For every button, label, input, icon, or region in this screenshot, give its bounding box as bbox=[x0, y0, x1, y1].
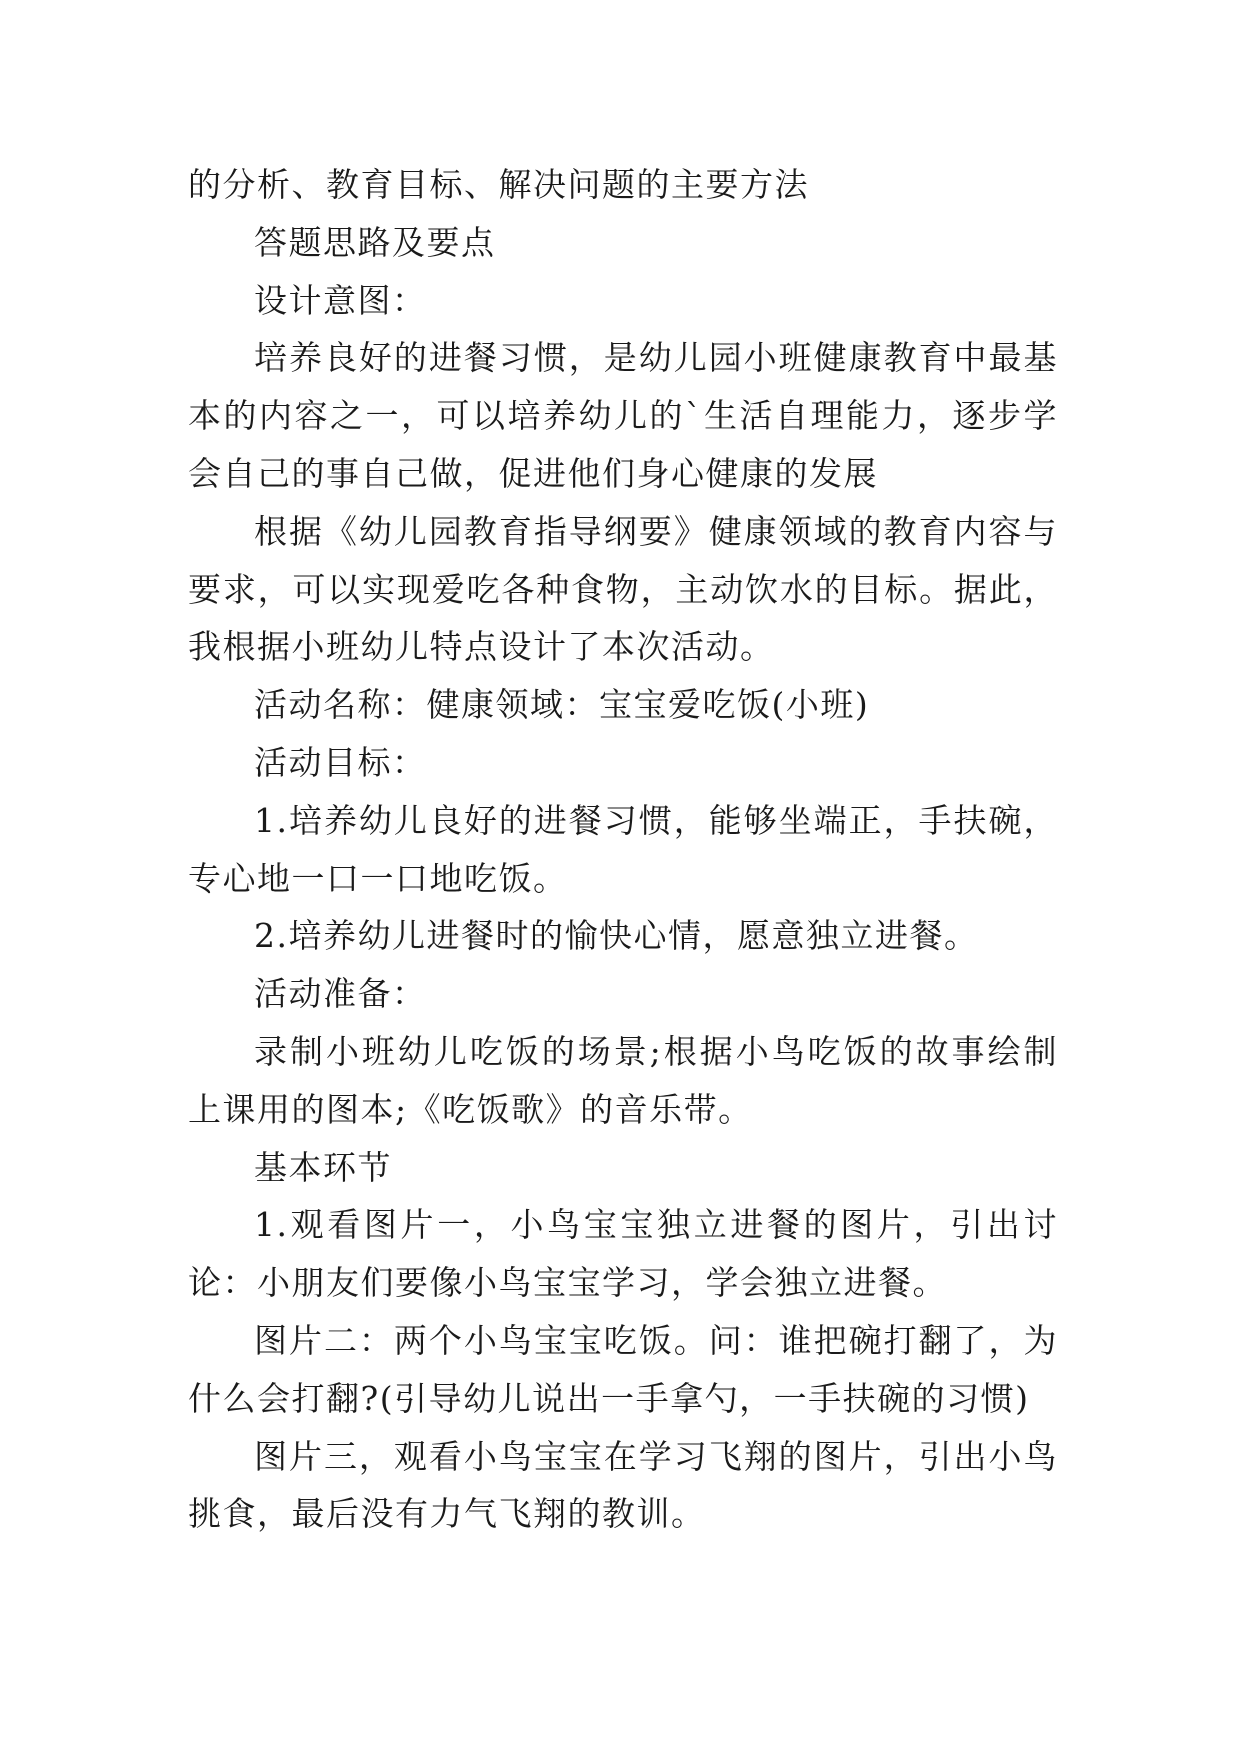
document-body bbox=[188, 156, 1058, 1543]
list-item-goal-1: 1.培养幼儿良好的进餐习惯，能够坐端正，手扶碗，专心地一口一口地吃饭。 bbox=[188, 800, 1058, 898]
heading-activity-preparation: 活动准备： bbox=[254, 974, 427, 1014]
paragraph-picture-3: 图片三，观看小鸟宝宝在学习飞翔的图片，引出小鸟挑食，最后没有力气飞翔的教训。 bbox=[188, 1436, 1058, 1534]
list-item-goal-2: 2.培养幼儿进餐时的愉快心情，愿意独立进餐。 bbox=[254, 916, 979, 956]
paragraph-continuation: 的分析、教育目标、解决问题的主要方法 bbox=[188, 165, 809, 204]
paragraph-picture-2: 图片二：两个小鸟宝宝吃饭。问：谁把碗打翻了，为什么会打翻?(引导幼儿说出一手拿勺，一手扶碗的习惯) bbox=[188, 1320, 1058, 1418]
paragraph-design-intent: 培养良好的进餐习惯，是幼儿园小班健康教育中最基本的内容之一，可以培养幼儿的`生活自理能力，逐步学会自己的事自己做，促进他们身心健康的发展 bbox=[188, 338, 1058, 493]
paragraph-activity-name: 活动名称：健康领域：宝宝爱吃饭(小班) bbox=[254, 685, 870, 725]
heading-basic-steps: 基本环节 bbox=[254, 1147, 392, 1187]
list-item-step-1: 1.观看图片一，小鸟宝宝独立进餐的图片，引出讨论：小朋友们要像小鸟宝宝学习，学会独立进餐。 bbox=[188, 1205, 1058, 1303]
paragraph-preparation: 录制小班幼儿吃饭的场景;根据小鸟吃饭的故事绘制上课用的图本;《吃饭歌》的音乐带。 bbox=[188, 1031, 1058, 1129]
paragraph-guideline-basis: 根据《幼儿园教育指导纲要》健康领域的教育内容与要求，可以实现爱吃各种食物，主动饮水的目标。据此，我根据小班幼儿特点设计了本次活动。 bbox=[188, 511, 1058, 667]
heading-answer-approach: 答题思路及要点 bbox=[254, 222, 496, 262]
heading-activity-goals: 活动目标： bbox=[254, 742, 427, 782]
heading-design-intent: 设计意图： bbox=[254, 280, 427, 320]
